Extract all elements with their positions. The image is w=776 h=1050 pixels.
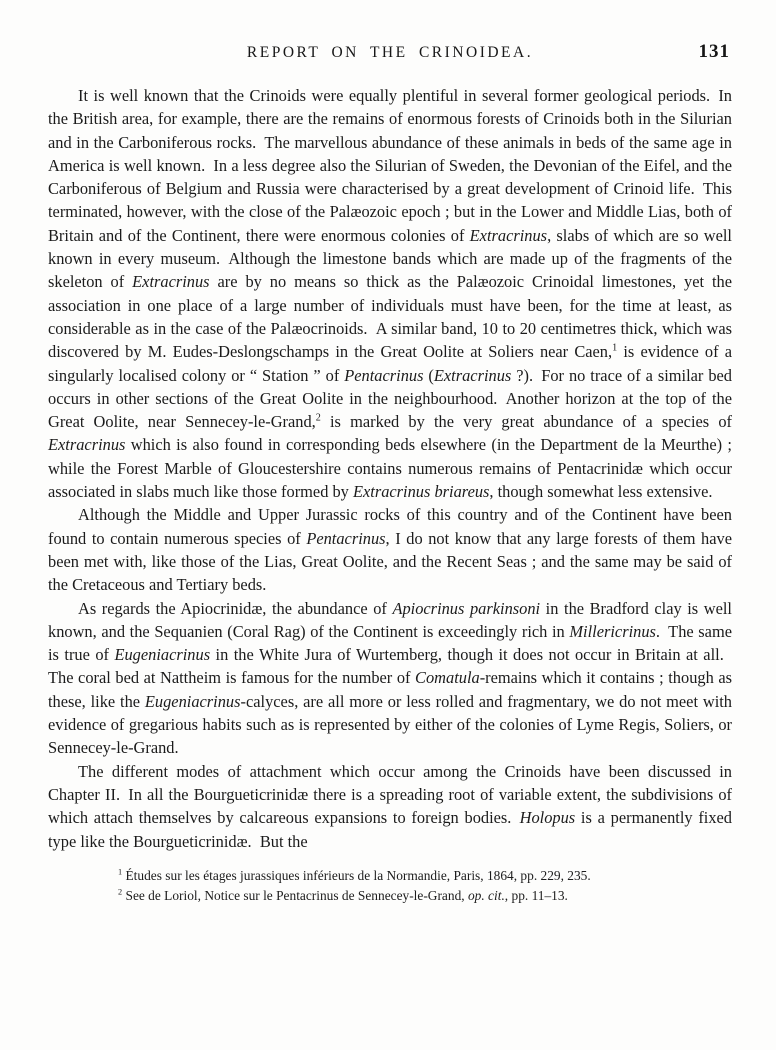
- text-run: in the Bradford clay is well known, and the Sequanien (Coral Rag) of the Continent is exceedingly rich in: [48, 598, 732, 641]
- text-run: Extracrinus: [48, 435, 126, 455]
- text-run: Pentacrinus: [344, 365, 424, 385]
- page-header: [48, 41, 732, 68]
- paragraph: [48, 597, 732, 760]
- footnote-reference: 2: [315, 412, 321, 424]
- text-run: op. cit.: [467, 887, 505, 903]
- text-run: , though somewhat less extensive.: [489, 482, 713, 502]
- text-run: Études sur les étages jurassiques inférieurs de la Normandie, Paris, 1864, pp. 229, 235.: [122, 867, 591, 883]
- text-run: -remains which it contains ; though as these, like the: [48, 668, 733, 711]
- text-run: -calyces, are all more or less rolled and fragmentary, we do not meet with evidence of gregarious habits such as is represented by either of the colonies of Lyme Regis, Soliers, or Sennecey-le-Grand.: [48, 691, 732, 758]
- text-run: Extracrinus: [132, 272, 210, 292]
- paragraph: [48, 503, 732, 596]
- text-run: Holopus: [519, 808, 576, 828]
- text-run: Eugeniacrinus: [144, 691, 241, 711]
- text-run: are by no means so thick as the Palæozoic Crinoidal limestones, yet the association in one place of a large number of individuals must have been, for the time at least, as considerable as in the case of the Palæocrinoids. A similar band, 10 to 20 centimetres thick, which was discovered by M. Eudes-Deslongschamps in the Great Oolite at Soliers near Caen,: [48, 272, 732, 362]
- text-run: The different modes of attachment which occur among the Crinoids have been discussed in Chapter II. In all the Bourgueticrinidæ there is a spreading root of variable extent, the subdivisions of which attach themselves by calcareous expansions to foreign bodies.: [48, 761, 732, 828]
- text-run: Extracrinus: [433, 365, 512, 385]
- text-run: It is well known that the Crinoids were equally plentiful in several former geological periods. In the British area, for example, there are the remains of enormous forests of Crinoids both in the Silurian and in the Carboniferous rocks. The marvellous abundance of these animals in beds of the same age in America is well known. In a less degree also the Silurian of Sweden, the Devonian of the Eifel, and the Carboniferous of Belgium and Russia were characterised by a great development of Crinoid life. This terminated, however, with the close of the Palæozoic epoch ; but in the Lower and Middle Lias, both of Britain and of the Continent, there were enormous colonies of: [48, 86, 732, 245]
- footnote-marker: 2: [118, 887, 123, 897]
- page-number: 131: [698, 41, 730, 62]
- text-run: ?). For no trace of a similar bed occurs in other sections of the Great Oolite in the neighbourhood. Another horizon at the top of the Great Oolite, near Sennecey-le-Grand,: [48, 365, 732, 432]
- running-title: REPORT ON THE CRINOIDEA.: [246, 44, 534, 61]
- footnote: [118, 886, 732, 906]
- paragraph: [48, 760, 732, 853]
- paragraph: [48, 84, 732, 503]
- page-body: [48, 84, 732, 906]
- body-text: [48, 84, 732, 853]
- footnote-reference: 1: [612, 342, 618, 354]
- footnote: [118, 866, 732, 886]
- text-run: Comatula: [415, 668, 480, 688]
- text-run: , pp. 11–13.: [504, 887, 568, 903]
- text-run: Extracrinus: [469, 225, 548, 245]
- text-run: which is also found in corresponding beds elsewhere (in the Department de la Meurthe) ; while the Forest Marble of Gloucestershire contains numerous remains of Pentacrinidæ which occur associated in slabs much like those formed by: [48, 435, 732, 502]
- text-run: (: [423, 365, 434, 385]
- text-run: Although the Middle and Upper Jurassic rocks of this country and of the Continent have been found to contain numerous species of: [48, 505, 732, 548]
- text-run: Pentacrinus: [306, 528, 386, 548]
- footnotes: [48, 866, 732, 906]
- text-run: is marked by the very great abundance of a species of: [320, 412, 732, 432]
- text-run: Eugeniacrinus: [114, 645, 211, 665]
- text-run: Extracrinus briareus: [352, 482, 490, 502]
- text-run: As regards the Apiocrinidæ, the abundance of: [78, 598, 393, 618]
- footnote-marker: 1: [118, 867, 123, 877]
- text-run: is a permanently fixed type like the Bourgueticrinidæ. But the: [48, 808, 732, 851]
- text-run: , I do not know that any large forests of them have been met with, like those of the Lias, Great Oolite, and the Recent Seas ; and the same may be said of the Cretaceous and Tertiary beds.: [48, 528, 732, 595]
- text-run: in the White Jura of Wurtemberg, though it does not occur in Britain at all. The coral bed at Nattheim is famous for the number of: [48, 645, 732, 688]
- text-run: . The same is true of: [48, 621, 732, 665]
- text-run: is evidence of a singularly localised colony or “ Station ” of: [48, 342, 733, 385]
- text-run: Apiocrinus parkinsoni: [392, 598, 541, 618]
- text-run: Millericrinus: [569, 621, 656, 641]
- text-run: See de Loriol, Notice sur le Pentacrinus de Sennecey-le-Grand,: [122, 887, 468, 903]
- text-run: , slabs of which are so well known in every museum. Although the limestone bands which are made up of the fragments of the skeleton of: [48, 225, 732, 292]
